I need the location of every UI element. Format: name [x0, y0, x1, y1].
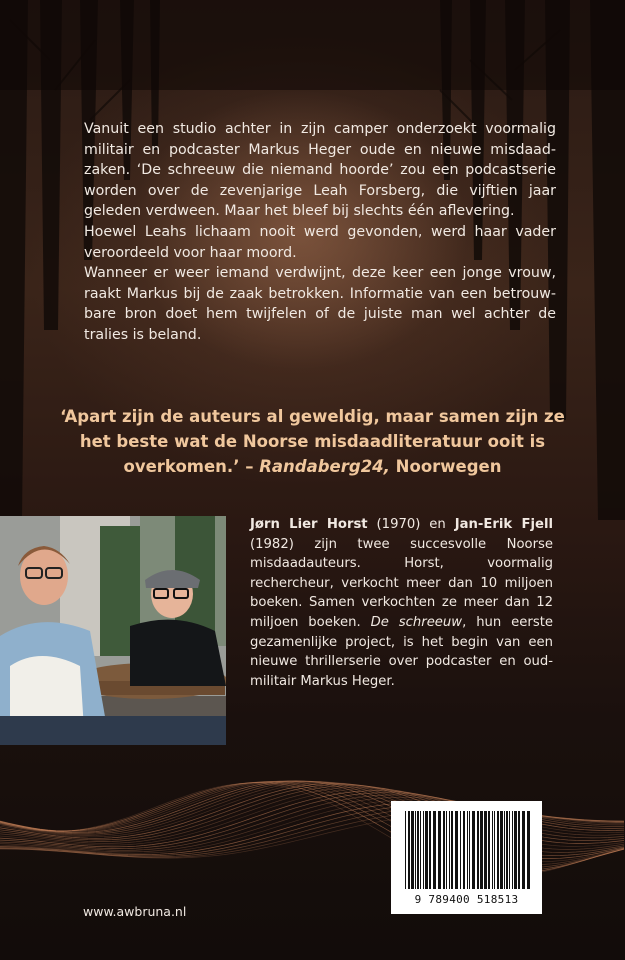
- barcode-bar: [484, 811, 487, 889]
- barcode-bar: [469, 811, 470, 889]
- barcode-digits: 9 789400 518513: [414, 893, 519, 906]
- barcode-bar: [443, 811, 445, 889]
- barcode-bar: [480, 811, 483, 889]
- blurb-paragraph-3: Wanneer er weer iemand verdwijnt, deze keer een jonge vrouw, raakt Markus bij de zaak betrokken. Informatie van een betrouwbare bron doet hem twijfelen of de juiste man wel achter de tralies is beland.: [84, 265, 556, 343]
- barcode-bar: [415, 811, 416, 889]
- quote-text: ‘Apart zijn de auteurs al geweldig, maar samen zijn ze het beste wat de Noorse misdaadliteratuur ooit is overkomen.’ –: [60, 407, 565, 476]
- author-1-name: Jørn Lier Horst: [250, 517, 368, 532]
- book-title: De schreeuw: [370, 614, 463, 630]
- barcode-bar: [488, 811, 490, 889]
- barcode-bar: [527, 811, 530, 889]
- barcode-bar: [518, 811, 520, 889]
- barcode-bar: [494, 811, 495, 889]
- barcode: [391, 801, 542, 914]
- barcode-bar: [500, 811, 503, 889]
- barcode-bar: [455, 811, 458, 889]
- blurb-paragraph-2: Hoewel Leahs lichaam nooit werd gevonden, werd haar vader veroordeeld voor haar moord.: [84, 223, 556, 261]
- barcode-bar: [463, 811, 465, 889]
- barcode-bar: [504, 811, 505, 889]
- barcode-bar: [429, 811, 431, 889]
- barcode-bar: [506, 811, 508, 889]
- barcode-bar: [449, 811, 450, 889]
- author-1-year: (1970) en: [367, 517, 455, 532]
- barcode-bar: [509, 811, 510, 889]
- blurb-paragraph-1: Vanuit een studio achter in zijn camper onderzoekt voormalig militair en podcaster Markus Heger oude en nieuwe misdaadzaken. ‘De schreeuw die niemand hoorde’ zou een podcastserie worden over de zevenjarige Leah Forsberg, die vijftien jaar geleden verdween. Maar het bleef bij slechts één aflevering.: [84, 121, 556, 220]
- barcode-bar: [467, 811, 468, 889]
- author-photo: [0, 516, 226, 745]
- publisher-website: www.awbruna.nl: [83, 904, 187, 919]
- quote-country: Noorwegen: [389, 457, 502, 476]
- barcode-bar: [460, 811, 461, 889]
- quote-source: Randaberg24,: [259, 457, 390, 476]
- barcode-bar: [425, 811, 428, 889]
- barcode-bar: [492, 811, 493, 889]
- barcode-bar: [433, 811, 436, 889]
- author-bio: [250, 515, 553, 691]
- barcode-bar: [512, 811, 513, 889]
- author-2-name: Jan-Erik Fjell: [454, 517, 554, 532]
- barcode-bar: [497, 811, 499, 889]
- bio-text-2: , hun eerste gezamenlijke project, is het begin van een nieuwe thrillerserie over podcaster en oud-militair Markus Heger.: [250, 614, 553, 689]
- barcode-bar: [522, 811, 525, 889]
- barcode-bar: [438, 811, 441, 889]
- barcode-bar: [451, 811, 453, 889]
- barcode-bar: [405, 811, 406, 889]
- barcode-bar: [477, 811, 479, 889]
- barcode-bar: [423, 811, 424, 889]
- barcode-bar: [408, 811, 410, 889]
- barcode-bar: [514, 811, 517, 889]
- barcode-bar: [472, 811, 475, 889]
- barcode-bar: [417, 811, 419, 889]
- bio-paragraph: [250, 515, 553, 691]
- author-2-year: (1982): [250, 536, 294, 552]
- barcode-bar: [420, 811, 421, 889]
- blurb-text: [84, 119, 556, 346]
- barcode-bar: [411, 811, 414, 889]
- barcode-bars: [391, 801, 542, 893]
- press-quote: [50, 404, 575, 479]
- barcode-bar: [446, 811, 447, 889]
- bio-text-1: zijn twee succesvolle Noorse misdaadauteurs. Horst, voormalig rechercheur, verkocht meer dan 10 miljoen boeken. Samen verkochten ze meer dan 12 miljoen boeken.: [250, 536, 553, 630]
